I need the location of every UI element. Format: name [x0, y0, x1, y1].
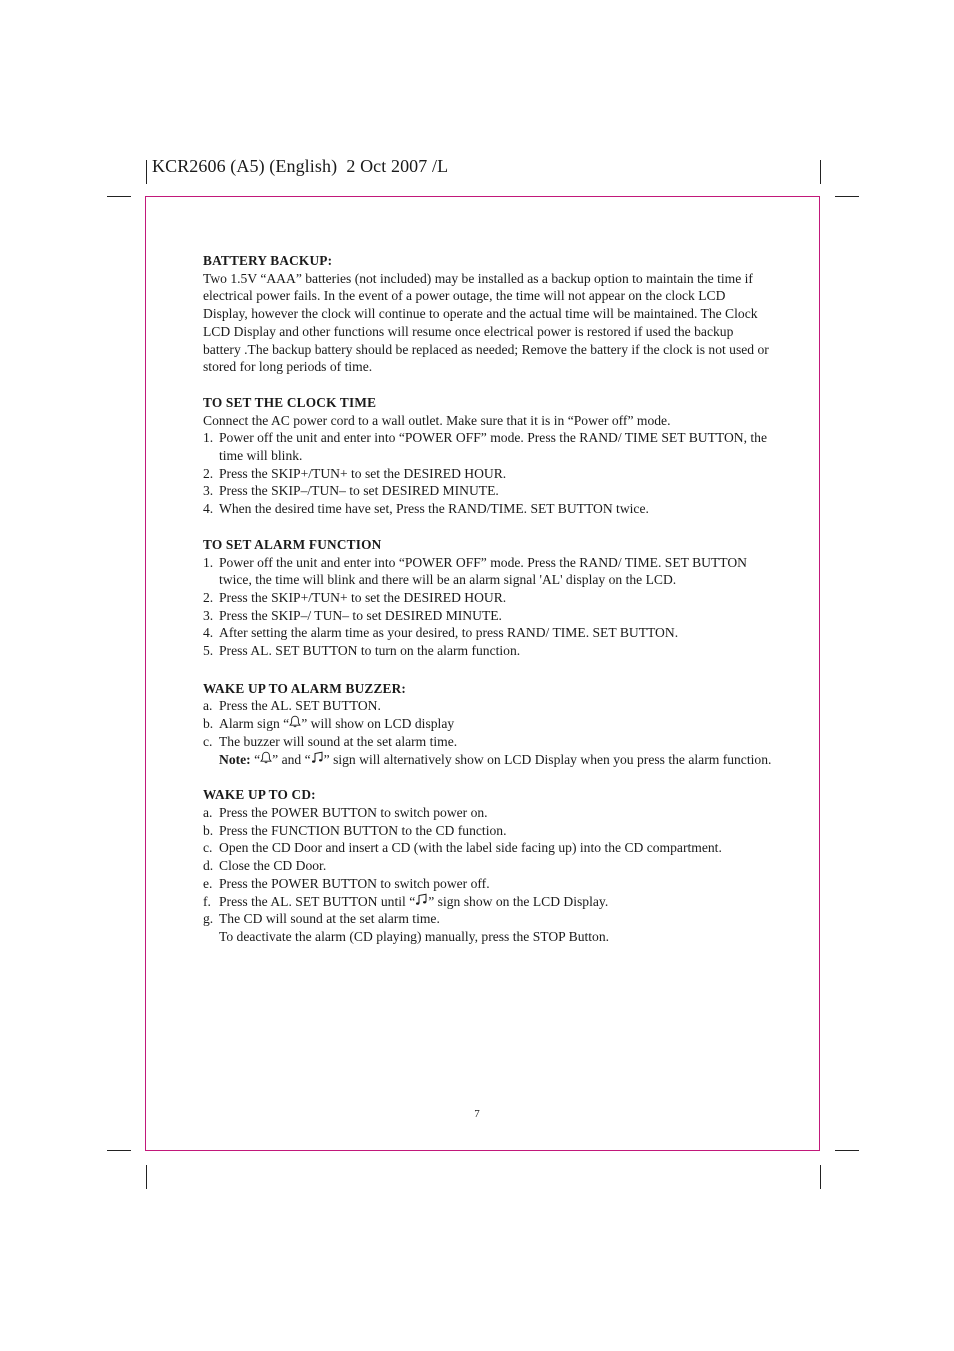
list-item	[203, 839, 773, 857]
crop-mark	[820, 160, 821, 184]
buzzer-steps	[203, 697, 773, 750]
list-item	[203, 429, 773, 464]
section-set-clock-time	[203, 394, 773, 518]
list-item	[203, 733, 773, 751]
music-note-icon	[415, 893, 428, 908]
list-marker: b.	[203, 716, 214, 732]
cd-steps	[203, 804, 773, 928]
clock-intro: Connect the AC power cord to a wall outlet. Make sure that it is in “Power off” mode.	[203, 412, 671, 428]
list-marker: f.	[203, 893, 211, 909]
list-item	[203, 500, 773, 518]
note-text-post: ” sign will alternatively show on LCD Display when you press the alarm function.	[323, 751, 772, 767]
list-text: Press the SKIP–/ TUN– to set DESIRED MINUTE.	[219, 607, 502, 623]
list-text-pre: Press the AL. SET BUTTON until “	[219, 893, 416, 909]
section-wake-alarm-buzzer	[203, 680, 773, 769]
crop-mark	[146, 1165, 147, 1189]
list-text: Power off the unit and enter into “POWER OFF” mode. Press the RAND/ TIME SET BUTTON, the time will blink.	[219, 430, 767, 464]
list-marker: a.	[203, 804, 213, 820]
crop-mark	[146, 160, 147, 184]
alarm-steps	[203, 554, 773, 660]
section-title: TO SET ALARM FUNCTION	[203, 536, 382, 552]
crop-mark	[835, 1150, 859, 1151]
list-text: Open the CD Door and insert a CD (with the label side facing up) into the CD compartment.	[219, 840, 722, 856]
section-title: WAKE UP TO CD:	[203, 787, 316, 803]
list-text-post: ” sign show on the LCD Display.	[428, 893, 609, 909]
list-marker: d.	[203, 858, 214, 874]
list-text: Press the POWER BUTTON to switch power on.	[219, 804, 488, 820]
crop-mark	[835, 196, 859, 197]
bell-icon	[260, 751, 272, 766]
list-text: The buzzer will sound at the set alarm time.	[219, 733, 458, 749]
list-marker: g.	[203, 911, 214, 927]
music-note-icon	[311, 751, 324, 766]
note-label: Note:	[219, 751, 251, 767]
crop-mark	[107, 196, 131, 197]
list-marker: b.	[203, 822, 214, 838]
list-text: When the desired time have set, Press the RAND/TIME. SET BUTTON twice.	[219, 501, 649, 517]
list-text: Close the CD Door.	[219, 858, 327, 874]
note-text-pre: “	[250, 751, 261, 767]
list-text: Press the SKIP+/TUN+ to set the DESIRED HOUR.	[219, 465, 507, 481]
list-item	[203, 697, 773, 715]
list-marker: 3.	[203, 607, 214, 623]
document-header: KCR2606 (A5) (English) 2 Oct 2007 /L	[152, 156, 449, 176]
page-content	[203, 252, 773, 964]
list-marker: 4.	[203, 501, 214, 517]
list-item	[203, 554, 773, 589]
list-item	[203, 893, 773, 911]
clock-steps	[203, 429, 773, 518]
crop-mark	[820, 1165, 821, 1189]
bell-icon	[289, 715, 301, 730]
section-wake-cd	[203, 786, 773, 945]
deactivate-instruction: To deactivate the alarm (CD playing) manually, press the STOP Button.	[219, 928, 610, 944]
list-text-pre: Alarm sign “	[219, 716, 290, 732]
list-item	[203, 857, 773, 875]
list-marker: 1.	[203, 554, 214, 570]
section-set-alarm-function	[203, 536, 773, 660]
list-item	[203, 822, 773, 840]
list-item	[203, 715, 773, 733]
page-number: 7	[474, 1108, 480, 1120]
list-item	[203, 607, 773, 625]
section-title: TO SET THE CLOCK TIME	[203, 394, 377, 410]
section-title: BATTERY BACKUP:	[203, 253, 333, 268]
list-marker: 4.	[203, 625, 214, 641]
list-marker: 3.	[203, 483, 214, 499]
list-text: Press the POWER BUTTON to switch power off.	[219, 875, 490, 891]
list-marker: c.	[203, 840, 213, 856]
battery-paragraph: Two 1.5V “AAA” batteries (not included) may be installed as a backup option to maintain the time if electrical power fails. In the event of a power outage, the time will not appear on the clock LCD Display, however the clock will continue to operate and the actual time will be maintained. The Clock LCD Display and other functions will resume once electrical power is restored if used the backup battery .The backup battery should be replaced as needed; Remove the battery if the clock is not used or stored for long periods of time.	[203, 270, 769, 375]
list-text: After setting the alarm time as your desired, to press RAND/ TIME. SET BUTTON.	[219, 625, 679, 641]
list-text: Press the SKIP+/TUN+ to set the DESIRED HOUR.	[219, 589, 507, 605]
list-text-post: ” will show on LCD display	[301, 716, 455, 732]
list-marker: c.	[203, 733, 213, 749]
list-item	[203, 910, 773, 928]
list-item	[203, 875, 773, 893]
list-item	[203, 624, 773, 642]
list-text: Press the AL. SET BUTTON.	[219, 698, 381, 714]
note	[203, 751, 773, 769]
list-marker: 2.	[203, 589, 214, 605]
list-marker: a.	[203, 698, 213, 714]
list-item	[203, 804, 773, 822]
list-text: The CD will sound at the set alarm time.	[219, 911, 440, 927]
crop-mark	[107, 1150, 131, 1151]
section-battery-backup	[203, 252, 773, 376]
note-text-mid: ” and “	[272, 751, 311, 767]
list-text: Press the FUNCTION BUTTON to the CD function.	[219, 822, 507, 838]
list-text: Power off the unit and enter into “POWER OFF” mode. Press the RAND/ TIME. SET BUTTON twice, the time will blink and there will be an alarm signal 'AL' display on the LCD.	[219, 554, 747, 588]
list-item	[203, 482, 773, 500]
list-item	[203, 465, 773, 483]
list-marker: 2.	[203, 465, 214, 481]
section-title: WAKE UP TO ALARM BUZZER:	[203, 680, 407, 696]
list-item	[203, 642, 773, 660]
list-marker: 5.	[203, 643, 214, 659]
list-text: Press the SKIP–/TUN– to set DESIRED MINUTE.	[219, 483, 499, 499]
list-item	[203, 589, 773, 607]
list-text: Press AL. SET BUTTON to turn on the alarm function.	[219, 643, 521, 659]
list-marker: e.	[203, 875, 213, 891]
list-marker: 1.	[203, 430, 214, 446]
